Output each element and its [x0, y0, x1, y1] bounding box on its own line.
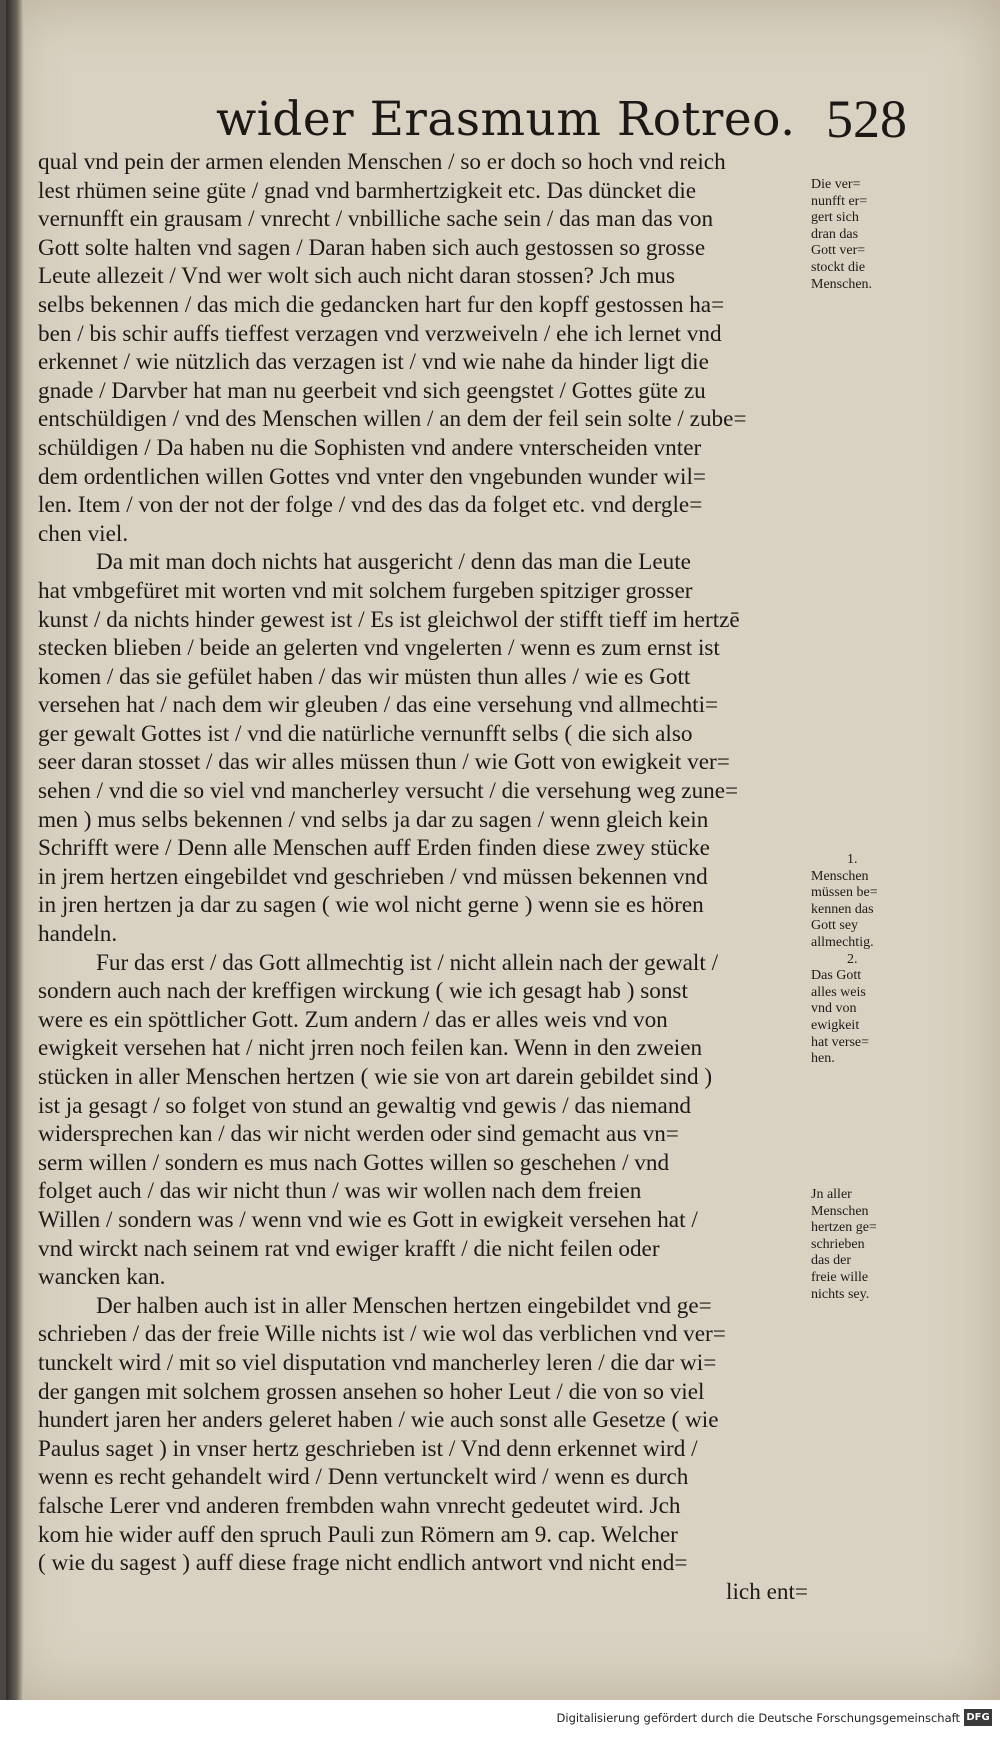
text-line: men ) mus selbs bekennen / vnd selbs ja dar zu sagen / wenn gleich kein: [38, 806, 709, 833]
text-line: stücken in aller Menschen hertzen ( wie sie von art darein gebildet sind ): [38, 1064, 713, 1090]
marginal-note-line: Menschen: [811, 1203, 869, 1219]
text-line: chen viel.: [38, 520, 129, 547]
text-line: folget auch / das wir nicht thun / was wir wollen nach dem freien: [38, 1178, 642, 1205]
marginal-note-line: vnd von: [811, 1001, 857, 1017]
marginal-note: [811, 852, 906, 1068]
text-line: komen / das sie gefület haben / das wir müsten thun alles / wie es Gott: [38, 663, 691, 690]
marginal-note-line: Das Gott: [811, 968, 862, 984]
text-line: ewigkeit versehen hat / nicht jrren noch feilen kan. Wenn in den zweien: [38, 1035, 703, 1062]
marginal-note-line: Gott ver=: [811, 243, 866, 259]
book-page: [6, 0, 1000, 1700]
marginal-note-line: hen.: [811, 1051, 835, 1067]
text-line: in jren hertzen ja dar zu sagen ( wie wol nicht gerne ) wenn sie es hören: [38, 892, 704, 919]
marginal-note-line: dran das: [811, 226, 859, 242]
text-line: hundert jaren her anders geleret haben / wie auch sonst alle Gesetze ( wie: [38, 1407, 719, 1434]
text-line: Willen / sondern was / wenn vnd wie es Gott in ewigkeit versehen hat /: [38, 1206, 698, 1233]
marginal-note-line: alles weis: [811, 984, 866, 1000]
catchword: lich ent=: [726, 1578, 808, 1605]
marginal-note-line: hat verse=: [811, 1034, 870, 1050]
text-line: entschüldigen / vnd des Menschen willen / an dem der feil sein solte / zube=: [38, 406, 747, 433]
text-line: wancken kan.: [38, 1264, 166, 1291]
marginal-note-line: Jn aller: [811, 1187, 852, 1202]
running-title: wider Erasmum Rotreo.: [216, 92, 796, 147]
marginal-note-line: Die ver=: [811, 177, 861, 192]
text-line: versehen hat / nach dem wir gleuben / das eine versehung vnd allmechti=: [38, 692, 719, 719]
marginal-note-line: freie wille: [811, 1269, 869, 1285]
text-line: Schrifft were / Denn alle Menschen auff Erden finden diese zwey stücke: [38, 835, 710, 862]
text-line: ben / bis schir auffs tieffest verzagen vnd verzweiveln / ehe ich lernet vnd: [38, 320, 722, 347]
text-line: Gott solte halten vnd sagen / Daran haben sich auch gestossen so grosse: [38, 234, 706, 261]
text-line: selbs bekennen / das mich die gedancken hart fur den kopff gestossen ha=: [38, 291, 725, 318]
text-line: hat vmbgefüret mit worten vnd mit solchem furgeben spitziger grosser: [38, 577, 693, 604]
text-line: ger gewalt Gottes ist / vnd die natürliche vernunfft selbs ( die sich also: [38, 720, 693, 747]
text-line: Fur das erst / das Gott allmechtig ist / nicht allein nach der gewalt /: [96, 949, 719, 976]
marginal-note-line: das der: [811, 1253, 852, 1269]
dfg-logo: DFG: [964, 1709, 992, 1726]
marginal-note-line: 1.: [847, 852, 858, 867]
text-line: schrieben / das der freie Wille nichts ist / wie wol das verblichen vnd ver=: [38, 1321, 726, 1348]
text-line: kom hie wider auff den spruch Pauli zun Römern am 9. cap. Welcher: [38, 1521, 678, 1548]
marginal-note-line: müssen be=: [811, 885, 878, 901]
text-line: Leute allezeit / Vnd wer wolt sich auch nicht daran stossen? Jch mus: [38, 263, 676, 290]
text-line: wenn es recht gehandelt wird / Denn vertunckelt wird / wenn es durch: [38, 1464, 689, 1491]
marginal-note-line: kennen das: [811, 901, 874, 917]
text-line: Der halben auch ist in aller Menschen hertzen eingebildet vnd ge=: [96, 1292, 712, 1319]
text-line: len. Item / von der not der folge / vnd des das da folget etc. vnd dergle=: [38, 492, 703, 519]
text-line: lest rhümen seine güte / gnad vnd barmhertzigkeit etc. Das düncket die: [38, 177, 697, 204]
book-spine: [6, 0, 24, 1700]
marginal-note-line: stockt die: [811, 259, 866, 275]
page-number: 528: [826, 89, 907, 149]
text-line: were es ein spöttlicher Gott. Zum andern / das er alles weis vnd von: [38, 1006, 668, 1033]
marginal-note: [811, 1187, 906, 1303]
footer-bar: [0, 1700, 1000, 1738]
text-line: sehen / vnd die so viel vnd mancherley versucht / die versehung weg zune=: [38, 778, 739, 805]
text-line: der gangen mit solchem grossen ansehen so hoher Leut / die von so viel: [38, 1378, 705, 1405]
text-line: serm willen / sondern es mus nach Gottes willen so geschehen / vnd: [38, 1149, 670, 1176]
text-line: Da mit man doch nichts hat ausgericht / denn das man die Leute: [96, 549, 691, 576]
marginal-note-line: 2.: [847, 951, 858, 967]
text-line: widersprechen kan / das wir nicht werden oder sind gemacht aus vn=: [38, 1121, 679, 1148]
text-line: falsche Lerer vnd anderen frembden wahn vnrecht gedeutet wird. Jch: [38, 1492, 681, 1519]
marginal-note: [811, 177, 906, 293]
marginal-note-line: Gott sey: [811, 918, 859, 934]
marginal-note-line: hertzen ge=: [811, 1220, 877, 1236]
text-line: vnd wirckt nach seinem rat vnd ewiger krafft / die nicht feilen oder: [38, 1235, 660, 1262]
text-line: Paulus saget ) in vnser hertz geschrieben ist / Vnd denn erkennet wird /: [38, 1435, 698, 1462]
marginal-note-line: Menschen.: [811, 276, 873, 292]
body-text: [38, 148, 808, 1606]
text-line: seer daran stosset / das wir alles müssen thun / wie Gott von ewigkeit ver=: [38, 749, 730, 776]
text-line: erkennet / wie nützlich das verzagen ist / vnd wie nahe da hinder ligt die: [38, 349, 709, 376]
text-line: dem ordentlichen willen Gottes vnd vnter den vngebunden wunder wil=: [38, 463, 706, 490]
text-line: kunst / da nichts hinder gewest ist / Es ist gleichwol der stifft tieff im hertzē: [38, 606, 740, 633]
marginal-note-line: nunfft er=: [811, 193, 868, 209]
marginal-note-line: allmechtig.: [811, 934, 874, 950]
text-line: tunckelt wird / mit so viel disputation vnd mancherley leren / die dar wi=: [38, 1349, 717, 1376]
marginal-note-line: schrieben: [811, 1236, 865, 1252]
text-line: vernunfft ein grausam / vnrecht / vnbilliche sache sein / das man das von: [38, 206, 714, 233]
marginal-note-line: gert sich: [811, 210, 859, 226]
text-line: gnade / Darvber hat man nu geerbeit vnd sich geengstet / Gottes güte zu: [38, 377, 706, 404]
text-line: ( wie du sagest ) auff diese frage nicht endlich antwort vnd nicht end=: [38, 1550, 688, 1577]
marginal-note-line: ewigkeit: [811, 1017, 860, 1033]
text-line: stecken blieben / beide an gelerten vnd vngelerten / wenn es zum ernst ist: [38, 635, 720, 662]
text-line: qual vnd pein der armen elenden Menschen / so er doch so hoch vnd reich: [38, 149, 726, 175]
text-line: ist ja gesagt / so folget von stund an gewaltig vnd gewis / das niemand: [38, 1092, 692, 1119]
funding-credit: Digitalisierung gefördert durch die Deutsche Forschungsgemeinschaft: [556, 1711, 960, 1725]
text-line: sondern auch nach der kreffigen wirckung ( wie ich gesagt hab ) sonst: [38, 978, 688, 1005]
marginal-note-line: nichts sey.: [811, 1286, 870, 1302]
text-line: schüldigen / Da haben nu die Sophisten vnd andere vnterscheiden vnter: [38, 434, 702, 461]
text-line: in jrem hertzen eingebildet vnd geschrieben / vnd müssen bekennen vnd: [38, 863, 708, 890]
text-line: handeln.: [38, 921, 118, 948]
marginal-note-line: Menschen: [811, 868, 869, 884]
